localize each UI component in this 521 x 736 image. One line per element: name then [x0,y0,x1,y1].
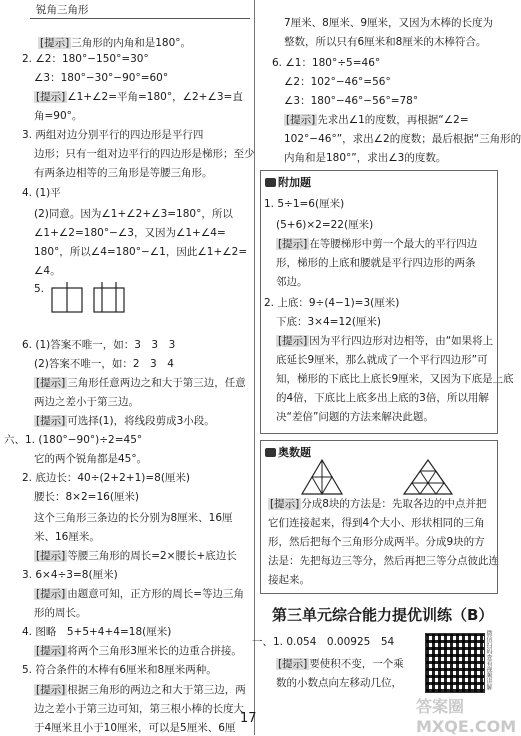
line-text: 于4厘米且小于10厘米，可以是5厘米、6厘 [34,722,236,734]
line-text: ∠4。 [34,265,61,277]
line-text: 下底：3×4=12(厘米) [276,316,382,328]
hint-label: [提示] [40,37,70,49]
line-text: 等腰三角形的周长=2×腰长+底边长 [67,550,237,562]
line-text: 它们连接起来，得到4个大小、形状相同的三角 [268,517,485,529]
line-text: 6. ∠1：180°÷5=46° [272,57,381,69]
text-line [284,17,493,30]
text-line [34,167,213,180]
line-text: 腰长：8×2=16(厘米) [34,491,140,503]
text-line [34,550,237,563]
text-line [22,339,175,352]
triangle-right-grid-3 [420,471,436,483]
text-line [34,377,246,390]
line-text: ∠3：180°−46°−56°=78° [284,95,419,107]
line-text: 3. 两组对边分别平行的四边形是平行四 [22,129,204,141]
line-text: 因为平行四边形对边相等，由“如果将上 [309,335,494,347]
text-line [34,588,244,601]
line-text: 要使积不变，一个乘 [309,658,404,670]
line-text: 先求出∠1的度数，再根据“∠2= [317,114,469,126]
text-line [284,76,391,89]
text-line [284,95,418,108]
line-text: 数的小数点向左移动几位， [276,677,402,689]
text-line [34,227,226,240]
hint-label: [提示] [278,238,308,250]
text-line [22,53,149,66]
line-text: 接起来。 [268,574,310,586]
header-rule [30,18,250,19]
line-text: 可选择(1)，将线段剪成3小段。 [67,415,215,427]
line-text: 6. (1)答案不唯一，如：3 3 3 [22,339,176,351]
triangle-right-grid [412,471,444,483]
line-text: 底延长9厘米，那么就成了一个平行四边形”可 [276,354,488,366]
hint-label: [提示] [36,588,66,600]
text-line [4,434,142,447]
line-text: 4. 图略 5+5+4+4=18(厘米) [22,626,172,638]
line-text: 形的周长。 [34,607,87,619]
line-text: 在等腰梯形中剪一个最大的平行四边 [309,238,478,250]
text-line [34,722,235,735]
line-text: 米、16厘米。 [34,531,100,543]
text-line [276,658,404,671]
line-text: 5. 符合条件的木棒有6厘米和8厘米两种。 [22,664,217,676]
line-text: 2. ∠2：180°−150°=30° [22,53,149,65]
line-text: 根据三角形的两边之和大于第三边，两 [67,684,246,696]
text-line [22,569,118,582]
text-line [34,415,215,428]
line-text: ∠1+∠2=平角=180°，∠2+∠3=直 [67,91,243,103]
text-line [276,677,402,690]
line-text: 一、1. 0.054 0.00925 54 [252,636,395,648]
text-line [22,664,217,677]
text-line [34,396,139,409]
line-text: 2. 上底：9÷(4−1)=3(厘米) [264,297,400,309]
text-line [34,110,82,123]
line-text: 三角形任意两边之和大于第三边，任意 [67,377,246,389]
line-text: 2. 底边长：40÷(2+2+1)=8(厘米) [22,472,191,484]
line-text: ∠3：180°−30°−90°=60° [34,72,169,84]
bonus-box-title: 附加题 [265,174,311,190]
line-text: 102°−46°”，求出∠2的度数；最后根据“三角形的 [284,133,521,145]
qr-side-label: 微信扫码查看视频讲解 [485,630,492,690]
text-line [22,129,203,142]
line-text: 边之差小于第三边可知，第三根小棒的长度大 [34,703,244,715]
line-text: 1. 5÷1=6(厘米) [264,198,345,210]
text-line [34,512,233,525]
line-text: 将两个三角形3厘米长的边重合拼接。 [67,645,242,657]
text-line [34,703,244,716]
line-text: 六、1. (180°−90°)÷2=45° [4,434,143,446]
line-text: 知，梯形的下底比上底长9厘米，又因为下底是上底 [276,373,514,385]
text-line [34,531,100,544]
qr-code [425,633,485,693]
triangle-right-grid-2 [412,483,444,494]
header-label: 锐角三角形 [36,4,89,16]
text-line [34,684,246,697]
line-text: ∠2：102°−46°=56° [284,76,391,88]
text-line [34,72,168,85]
line-text: 7厘米、8厘米、9厘米，又因为木棒的长度为 [284,17,494,29]
column-divider [254,0,255,735]
line-text: 它的两个锐角都是45°。 [34,453,148,465]
text-line [34,148,255,161]
page-number: 17 [240,711,257,726]
text-line [34,453,147,466]
olympiad-box-title: 奥数题 [265,444,311,460]
line-text: (2)同意。因为∠1+∠2+∠3=180°，所以 [34,208,233,220]
text-line [38,37,191,50]
text-line [34,283,44,296]
line-text: 形，梯形的上底和腰就是平行四边形的两条 [276,257,476,269]
line-text: 分成8块的方法是：先取各边的中点并把 [301,498,487,510]
line-text: 边形；只有一组对边平行的四边形是梯形；至少 [34,148,255,160]
bonus-box [260,170,498,434]
line-text: 角=90°。 [34,110,83,122]
text-line [34,208,233,221]
line-text: ∠1+∠2=180°−∠3，又因为∠1+∠4= [34,227,226,239]
cap-icon [265,178,276,187]
line-text: 4. (1)平 [22,187,61,199]
line-text: 法是：先把每边三等分，然后再把三等分点彼此连 [268,555,499,567]
hint-label: [提示] [36,645,66,657]
hint-label: [提示] [36,377,66,389]
text-line [34,91,243,104]
text-line [34,645,242,658]
text-line [252,636,394,649]
line-text: (2)答案不唯一，如：2 3 4 [34,358,174,370]
triangle-right [404,460,452,494]
line-text: 3. 6×4÷3=8(厘米) [22,569,118,581]
line-text: (5+6)×2=22(厘米) [276,219,374,231]
text-line [284,36,486,49]
triangle-figure [300,458,470,496]
hint-label: [提示] [36,684,66,696]
hint-label: [提示] [36,550,66,562]
line-text: 这个三角形三条边的长分别为8厘米、16厘 [34,512,233,524]
rect-right [94,288,124,312]
text-line [34,491,139,504]
hint-label: [提示] [36,91,66,103]
rectangle-figure [50,276,130,316]
line-text: 决“差倍”问题的方法来解决此题。 [276,411,434,423]
line-text: 整数，所以只有6厘米和8厘米的木棒符合。 [284,36,487,48]
line-text: 两边之差小于第三边。 [34,396,139,408]
text-line [272,57,380,70]
text-line [284,114,469,127]
line-text: 有两条边相等的三角形是等腰三角形。 [34,167,213,179]
line-text: 三角形的内角和是180°。 [71,37,191,49]
line-text: 180°，所以∠4=180°−∠1，因此∠1+∠2= [34,246,248,258]
text-line [34,358,174,371]
line-text: 由题意可知，正方形的周长=等边三角 [67,588,245,600]
line-text: 的4倍，下底比上底多出上底的3倍，所以用解 [276,392,489,404]
text-line [22,187,61,200]
text-line [22,472,190,485]
text-line [284,133,521,146]
hint-label: [提示] [286,114,316,126]
watermark: 答案圈 MXQE.COM [416,697,517,736]
line-text: 内角和是180°”，求出∠3的度数。 [284,152,447,164]
hint-label: [提示] [278,658,308,670]
text-line [34,246,247,259]
text-line [284,152,446,165]
section-title: 第三单元综合能力提优训练（B） [272,606,494,624]
text-line [22,626,171,639]
line-text: 形，然后把每个三角形分成两半。分成9块的方 [268,536,485,548]
line-text: 邻边。 [276,276,308,288]
hint-label: [提示] [278,335,308,347]
hint-label: [提示] [36,415,66,427]
line-text: 5. [34,283,45,295]
cap-icon [265,448,276,457]
text-line [34,607,87,620]
hint-label: [提示] [270,498,300,510]
